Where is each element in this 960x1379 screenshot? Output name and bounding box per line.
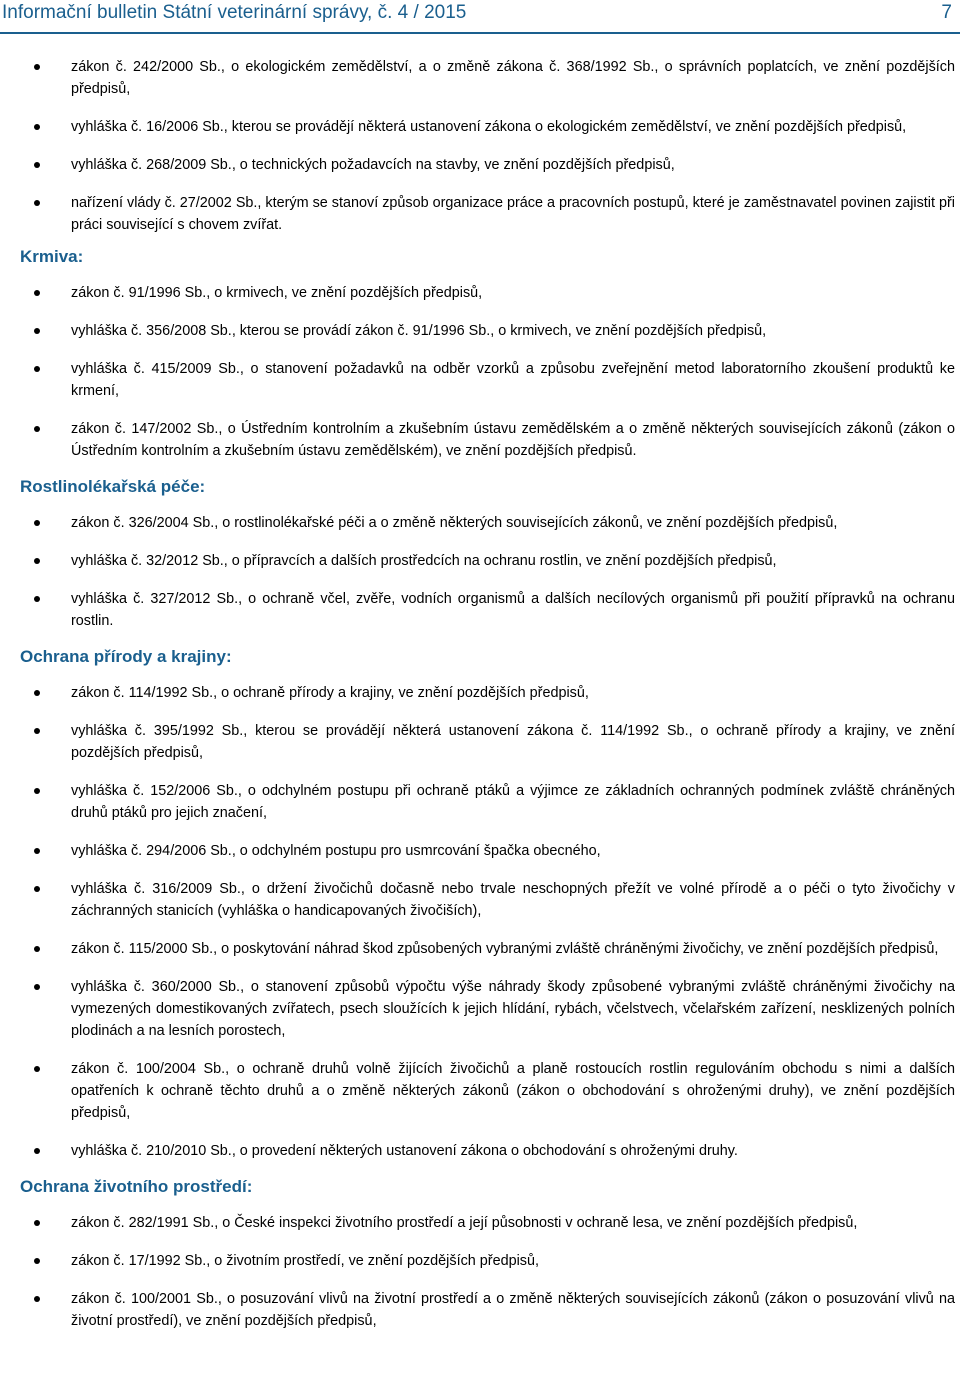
legal-reference: zákon č. 91/1996 Sb. [71,285,207,301]
section-heading-rostlinolekarska-pece: Rostlinolékařská péče: [20,477,206,496]
bullet-icon [34,1148,40,1154]
bullet-icon [34,1296,40,1302]
list-item [20,192,955,236]
item-description: , o přípravcích a dalších prostředcích na ochranu rostlin, ve znění pozdějších předpisů, [223,553,777,569]
legal-reference: vyhláška č. 32/2012 Sb. [71,553,224,569]
list-item [20,720,955,764]
item-description: , kterou se provádějí některá ustanovení zákona č. 114/1992 Sb., o ochraně přírody a krajiny, ve znění pozdějších předpisů, [71,723,955,761]
list-item [20,358,955,402]
legal-reference: zákon č. 114/1992 Sb. [71,685,214,701]
list-item [20,418,955,462]
bullet-icon [34,328,40,334]
bullet-icon [34,200,40,206]
bullet-icon [34,886,40,892]
legal-reference: vyhláška č. 356/2008 Sb. [71,323,232,339]
bulletin-title: Informační bulletin Státní veterinární správy, č. 4 / 2015 [2,2,467,23]
legal-reference: vyhláška č. 294/2006 Sb. [71,843,232,859]
page-number: 7 [941,2,952,23]
item-description: , o krmivech, ve znění pozdějších předpisů, [206,285,483,301]
list-item [20,512,955,534]
item-description: , o technických požadavcích na stavby, ve znění pozdějších předpisů, [231,157,675,173]
legal-reference: nařízení vlády č. 27/2002 Sb. [71,195,258,211]
item-description: , o stanovení způsobů výpočtu výše náhrady škody způsobené vybranými zvláště chráněnými živočichy na vymezených domestikovaných zvířatech, psech sloužících k jejich hlídání, rybách, včelstvech, včelařském zařízení, nesklizených polních plodinách a na lesních porostech, [71,979,955,1039]
list-item [20,878,955,922]
list-item [20,282,955,304]
legal-reference: vyhláška č. 16/2006 Sb. [71,119,224,135]
bullet-icon [34,690,40,696]
legal-reference: vyhláška č. 327/2012 Sb. [71,591,239,607]
bullet-icon [34,946,40,952]
legal-reference: zákon č. 115/2000 Sb. [71,941,214,957]
item-description: , o držení živočichů dočasně nebo trvale neschopných přežít ve volné přírodě a o péči o tyto živočichy v záchranných stanicích (vyhláška o handicapovaných živočiších), [71,881,955,919]
item-description: , o ochraně druhů volně žijících živočichů a planě rostoucích rostlin regulováním obchodu s nimi a dalších opatřeních k ochraně těchto druhů a o změně některých zákonů (zákon o obchodování s ohroženými druhy), ve znění pozdějších předpisů, [71,1061,955,1121]
legislation-list-continued [20,56,955,236]
bullet-icon [34,596,40,602]
list-item [20,938,955,960]
page-header [0,0,960,34]
legislation-list-krmiva [20,282,955,462]
legal-reference: vyhláška č. 152/2006 Sb. [71,783,238,799]
section-heading-ochrana-prirody: Ochrana přírody a krajiny: [20,647,232,666]
bullet-icon [34,520,40,526]
item-description: , o odchylném postupu pro usmrcování špačka obecného, [231,843,601,859]
item-description: , o České inspekci životního prostředí a její působnosti v ochraně lesa, ve znění pozdějších předpisů, [214,1215,858,1231]
section-heading-ochrana-zivotniho-prostredi: Ochrana životního prostředí: [20,1177,253,1196]
legal-reference: zákon č. 147/2002 Sb. [71,421,219,437]
legislation-list-ochrana-prirody [20,682,955,1162]
legal-reference: zákon č. 100/2001 Sb. [71,1291,218,1307]
item-description: , o ochraně přírody a krajiny, ve znění pozdějších předpisů, [213,685,589,701]
bullet-icon [34,162,40,168]
legal-reference: vyhláška č. 268/2009 Sb. [71,157,232,173]
list-item [20,116,955,138]
bullet-icon [34,426,40,432]
bullet-icon [34,124,40,130]
list-item [20,682,955,704]
bullet-icon [34,984,40,990]
legal-reference: vyhláška č. 360/2000 Sb. [71,979,241,995]
list-item [20,1140,955,1162]
item-description: , o odchylném postupu při ochraně ptáků a výjimce ze základních ochranných podmínek zvláště chráněných druhů ptáků pro jejich značení, [71,783,955,821]
bullet-icon [34,290,40,296]
legal-reference: zákon č. 100/2004 Sb. [71,1061,226,1077]
legislation-list-rostlinolekarska-pece [20,512,955,632]
bullet-icon [34,366,40,372]
list-item [20,1288,955,1332]
item-description: , o Ústředním kontrolním a zkušebním ústavu zemědělském a o změně některých souvisejících zákonů (zákon o Ústředním kontrolním a zkušebním ústavu zemědělském), ve znění pozdějších předpisů. [71,421,955,459]
bullet-icon [34,788,40,794]
list-item [20,1058,955,1124]
legislation-list-ochrana-zivotniho-prostredi [20,1212,955,1332]
section-heading-krmiva: Krmiva: [20,247,84,266]
legal-reference: vyhláška č. 395/1992 Sb. [71,723,244,739]
list-item [20,56,955,100]
list-item [20,1250,955,1272]
item-description: , o ekologickém zemědělství, a o změně zákona č. 368/1992 Sb., o správních poplatcích, ve znění pozdějších předpisů, [71,59,955,97]
bullet-icon [34,1258,40,1264]
item-description: , kterým se stanoví způsob organizace práce a pracovních postupů, které je zaměstnavatel povinen zajistit při práci související s chovem zvířat. [71,195,955,233]
bullet-icon [34,1066,40,1072]
list-item [20,780,955,824]
item-description: , o životním prostředí, ve znění pozdějších předpisů, [206,1253,539,1269]
legal-reference: vyhláška č. 415/2009 Sb. [71,361,240,377]
list-item [20,154,955,176]
legal-reference: vyhláška č. 210/2010 Sb. [71,1143,232,1159]
legal-reference: zákon č. 242/2000 Sb. [71,59,221,75]
list-item [20,588,955,632]
bullet-icon [34,64,40,70]
item-description: , o provedení některých ustanovení zákona o obchodování s ohroženými druhy. [231,1143,738,1159]
item-description: , o rostlinolékařské péči a o změně některých souvisejících zákonů, ve znění pozdějších předpisů, [214,515,838,531]
bullet-icon [34,558,40,564]
item-description: , o stanovení požadavků na odběr vzorků a způsobu zveřejnění metod laboratorního zkoušení produktů ke krmení, [71,361,955,399]
legal-reference: vyhláška č. 316/2009 Sb. [71,881,241,897]
legal-reference: zákon č. 282/1991 Sb. [71,1215,215,1231]
list-item [20,550,955,572]
item-description: , kterou se provádějí některá ustanovení zákona o ekologickém zemědělství, ve znění pozdějších předpisů, [223,119,907,135]
item-description: , o posuzování vlivů na životní prostředí a o změně některých souvisejících zákonů (zákon o posuzování vlivů na životní prostředí), ve znění pozdějších předpisů, [71,1291,955,1329]
item-description: , o ochraně včel, zvěře, vodních organismů a dalších necílových organismů při použití přípravků na ochranu rostlin. [71,591,955,629]
document-body [20,50,955,1332]
list-item [20,1212,955,1234]
bullet-icon [34,1220,40,1226]
bullet-icon [34,728,40,734]
item-description: , o poskytování náhrad škod způsobených vybranými zvláště chráněnými živočichy, ve znění pozdějších předpisů, [213,941,939,957]
list-item [20,840,955,862]
legal-reference: zákon č. 17/1992 Sb. [71,1253,207,1269]
legal-reference: zákon č. 326/2004 Sb. [71,515,215,531]
list-item [20,320,955,342]
list-item [20,976,955,1042]
bullet-icon [34,848,40,854]
item-description: , kterou se provádí zákon č. 91/1996 Sb., o krmivech, ve znění pozdějších předpisů, [231,323,767,339]
